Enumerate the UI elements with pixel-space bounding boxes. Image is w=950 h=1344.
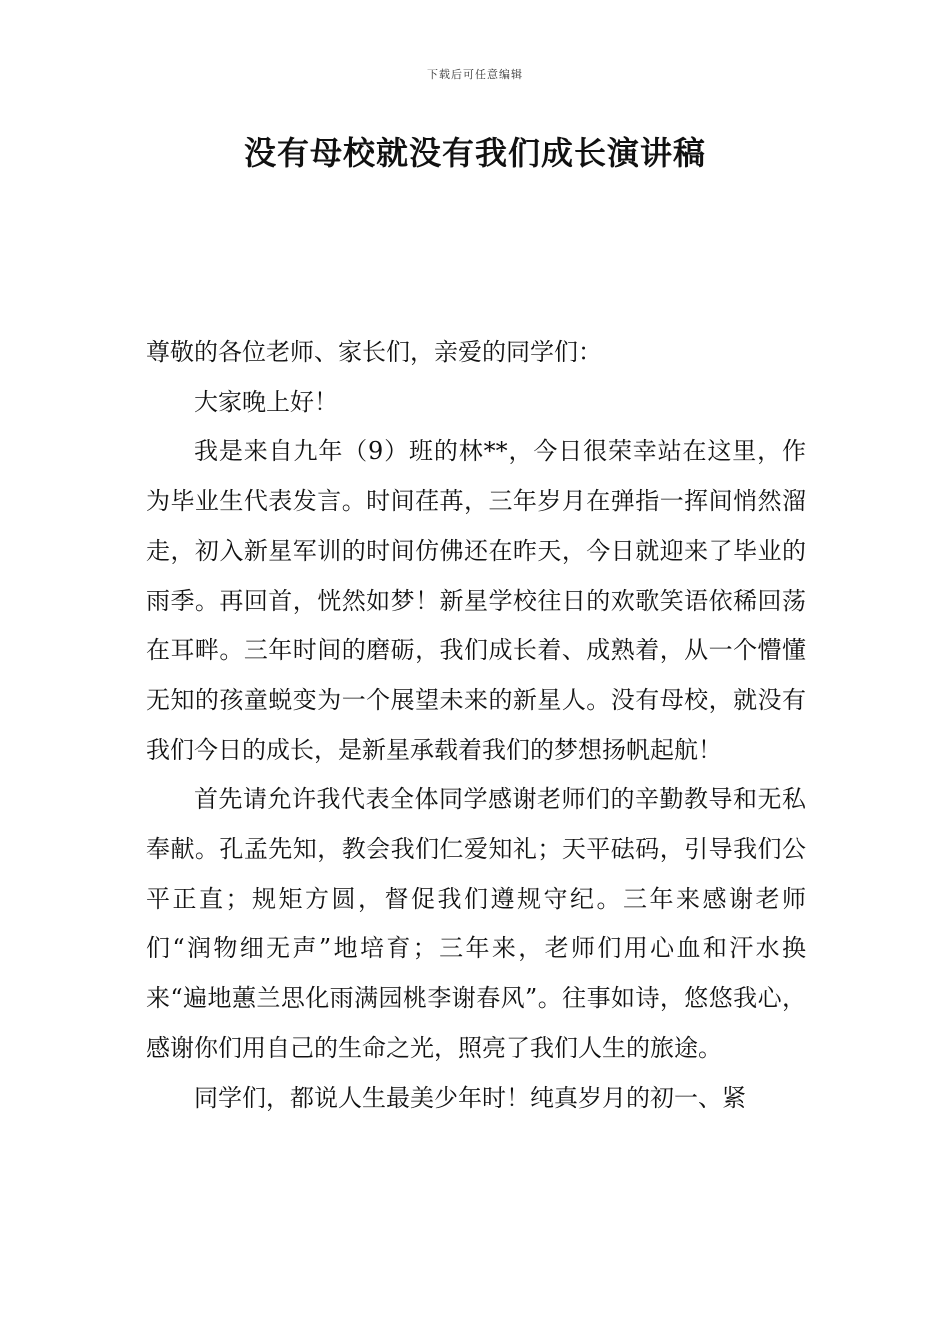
- document-body: [146, 328, 806, 1123]
- greeting-paragraph: 大家晚上好！: [194, 387, 338, 416]
- salutation-paragraph: 尊敬的各位老师、家长们，亲爱的同学们：: [146, 338, 602, 366]
- document-title: 没有母校就没有我们成长演讲稿: [243, 134, 706, 172]
- header-note: 下载后可任意编辑: [427, 68, 523, 81]
- thanks-teachers-paragraph: 首先请允许我代表全体同学感谢老师们的辛勤教导和无私奉献。孔孟先知，教会我们仁爱知礼；天平砝码，引导我们公平正直；规矩方圆，督促我们遵规守纪。三年来感谢老师们“润物细无声”地培育；三年来，老师们用心血和汗水换来“遍地蕙兰思化雨满园桃李谢春风”。往事如诗，悠悠我心，感谢你们用自己的生命之光，照亮了我们人生的旅途。: [146, 785, 806, 1062]
- classmates-paragraph: 同学们，都说人生最美少年时！纯真岁月的初一、紧: [194, 1083, 746, 1112]
- intro-paragraph: 我是来自九年（9）班的林**，今日很荣幸站在这里，作为毕业生代表发言。时间荏苒，三年岁月在弹指一挥间悄然溜走，初入新星军训的时间仿佛还在昨天，今日就迎来了毕业的雨季。再回首，恍然如梦！新星学校往日的欢歌笑语依稀回荡在耳畔。三年时间的磨砺，我们成长着、成熟着，从一个懵懂无知的孩童蜕变为一个展望未来的新星人。没有母校，就没有我们今日的成长，是新星承载着我们的梦想扬帆起航！: [146, 437, 806, 764]
